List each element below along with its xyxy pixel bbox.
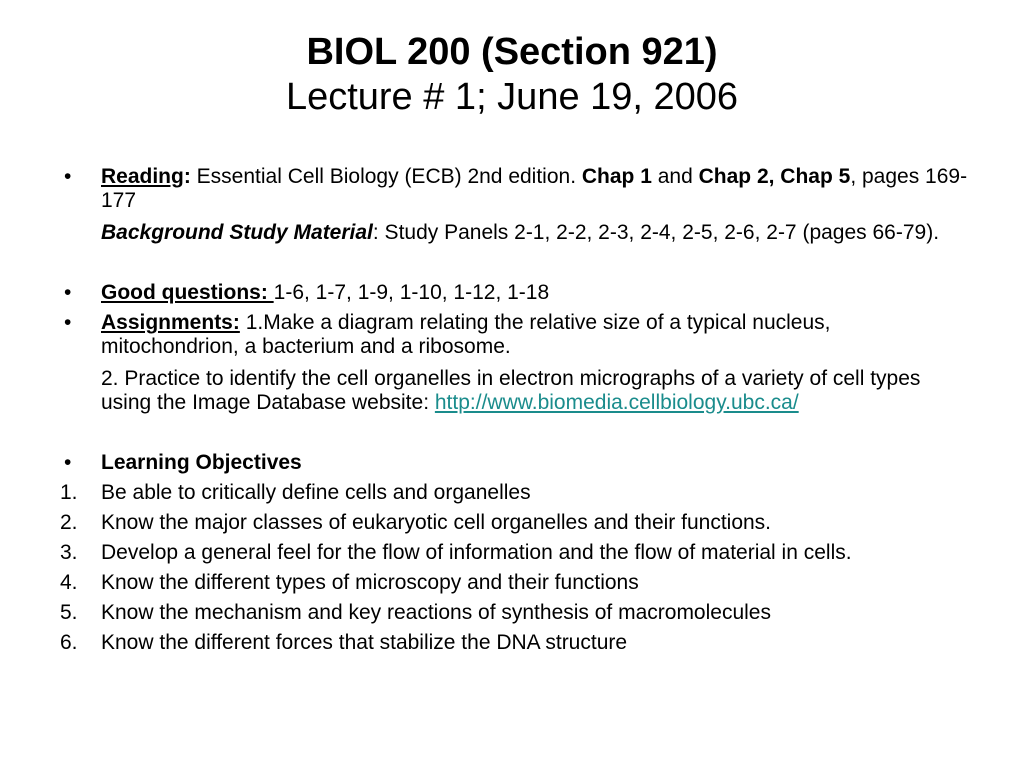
objective-item	[60, 541, 970, 565]
lecture-title: Lecture # 1; June 19, 2006	[285, 76, 739, 118]
good-questions-label: Good questions:	[101, 281, 274, 304]
bullet-marker: •	[64, 451, 72, 474]
objective-text: Know the different forces that stabilize the DNA structure	[101, 631, 628, 654]
good-questions-text: 1-6, 1-7, 1-9, 1-10, 1-12, 1-18	[273, 281, 550, 304]
objective-item	[60, 631, 970, 655]
assignments-item	[60, 311, 970, 415]
objective-text: Know the different types of microscopy and their functions	[101, 571, 639, 594]
objective-item	[60, 601, 970, 625]
reading-text: Essential Cell Biology (ECB) 2nd edition.	[190, 165, 582, 188]
reading-chap1: Chap 1	[581, 165, 652, 188]
reading-paragraph	[101, 165, 970, 213]
objective-text: Develop a general feel for the flow of information and the flow of material in cells.	[101, 541, 852, 564]
reading-and: and	[651, 165, 699, 188]
objective-number: 4.	[60, 571, 78, 594]
slide-title	[0, 30, 1024, 120]
slide-body	[60, 165, 970, 655]
objective-number: 6.	[60, 631, 78, 654]
reading-colon: :	[183, 165, 191, 188]
objectives-list	[60, 481, 970, 655]
assignment-1-text: 1.Make a diagram relating the relative size of a typical nucleus, mitochondrion, a bacterium and a ribosome.	[101, 311, 831, 358]
assignment-2-paragraph	[101, 367, 970, 415]
background-label: Background Study Material	[101, 221, 373, 244]
good-questions-item	[60, 281, 970, 305]
reading-label: Reading	[101, 165, 184, 188]
image-database-link[interactable]: http://www.biomedia.cellbiology.ubc.ca/	[434, 391, 799, 414]
learning-objectives-heading: Learning Objectives	[101, 451, 302, 474]
bullet-marker: •	[64, 165, 72, 188]
objective-item	[60, 571, 970, 595]
course-title: BIOL 200 (Section 921)	[306, 31, 718, 73]
learning-objectives-item	[60, 451, 970, 475]
objective-item	[60, 481, 970, 505]
objective-number: 5.	[60, 601, 78, 624]
reading-item	[60, 165, 970, 245]
objective-text: Know the mechanism and key reactions of synthesis of macromolecules	[101, 601, 771, 624]
objective-number: 2.	[60, 511, 78, 534]
objective-text: Know the major classes of eukaryotic cell organelles and their functions.	[101, 511, 772, 534]
bullet-marker: •	[64, 311, 72, 334]
objective-number: 1.	[60, 481, 78, 504]
reading-pages: , pages 169-177	[101, 165, 968, 212]
background-paragraph	[101, 221, 970, 245]
reading-chap2: Chap 2, Chap 5	[698, 165, 851, 188]
background-text: : Study Panels 2-1, 2-2, 2-3, 2-4, 2-5, 2-6, 2-7 (pages 66-79).	[372, 221, 940, 244]
assignment-2-text: 2. Practice to identify the cell organelles in electron micrographs of a variety of cell types using the Image Database website:	[101, 367, 921, 414]
objective-number: 3.	[60, 541, 78, 564]
objective-item	[60, 511, 970, 535]
objective-text: Be able to critically define cells and organelles	[101, 481, 531, 504]
assignments-label: Assignments:	[101, 311, 240, 334]
bullet-marker: •	[64, 281, 72, 304]
